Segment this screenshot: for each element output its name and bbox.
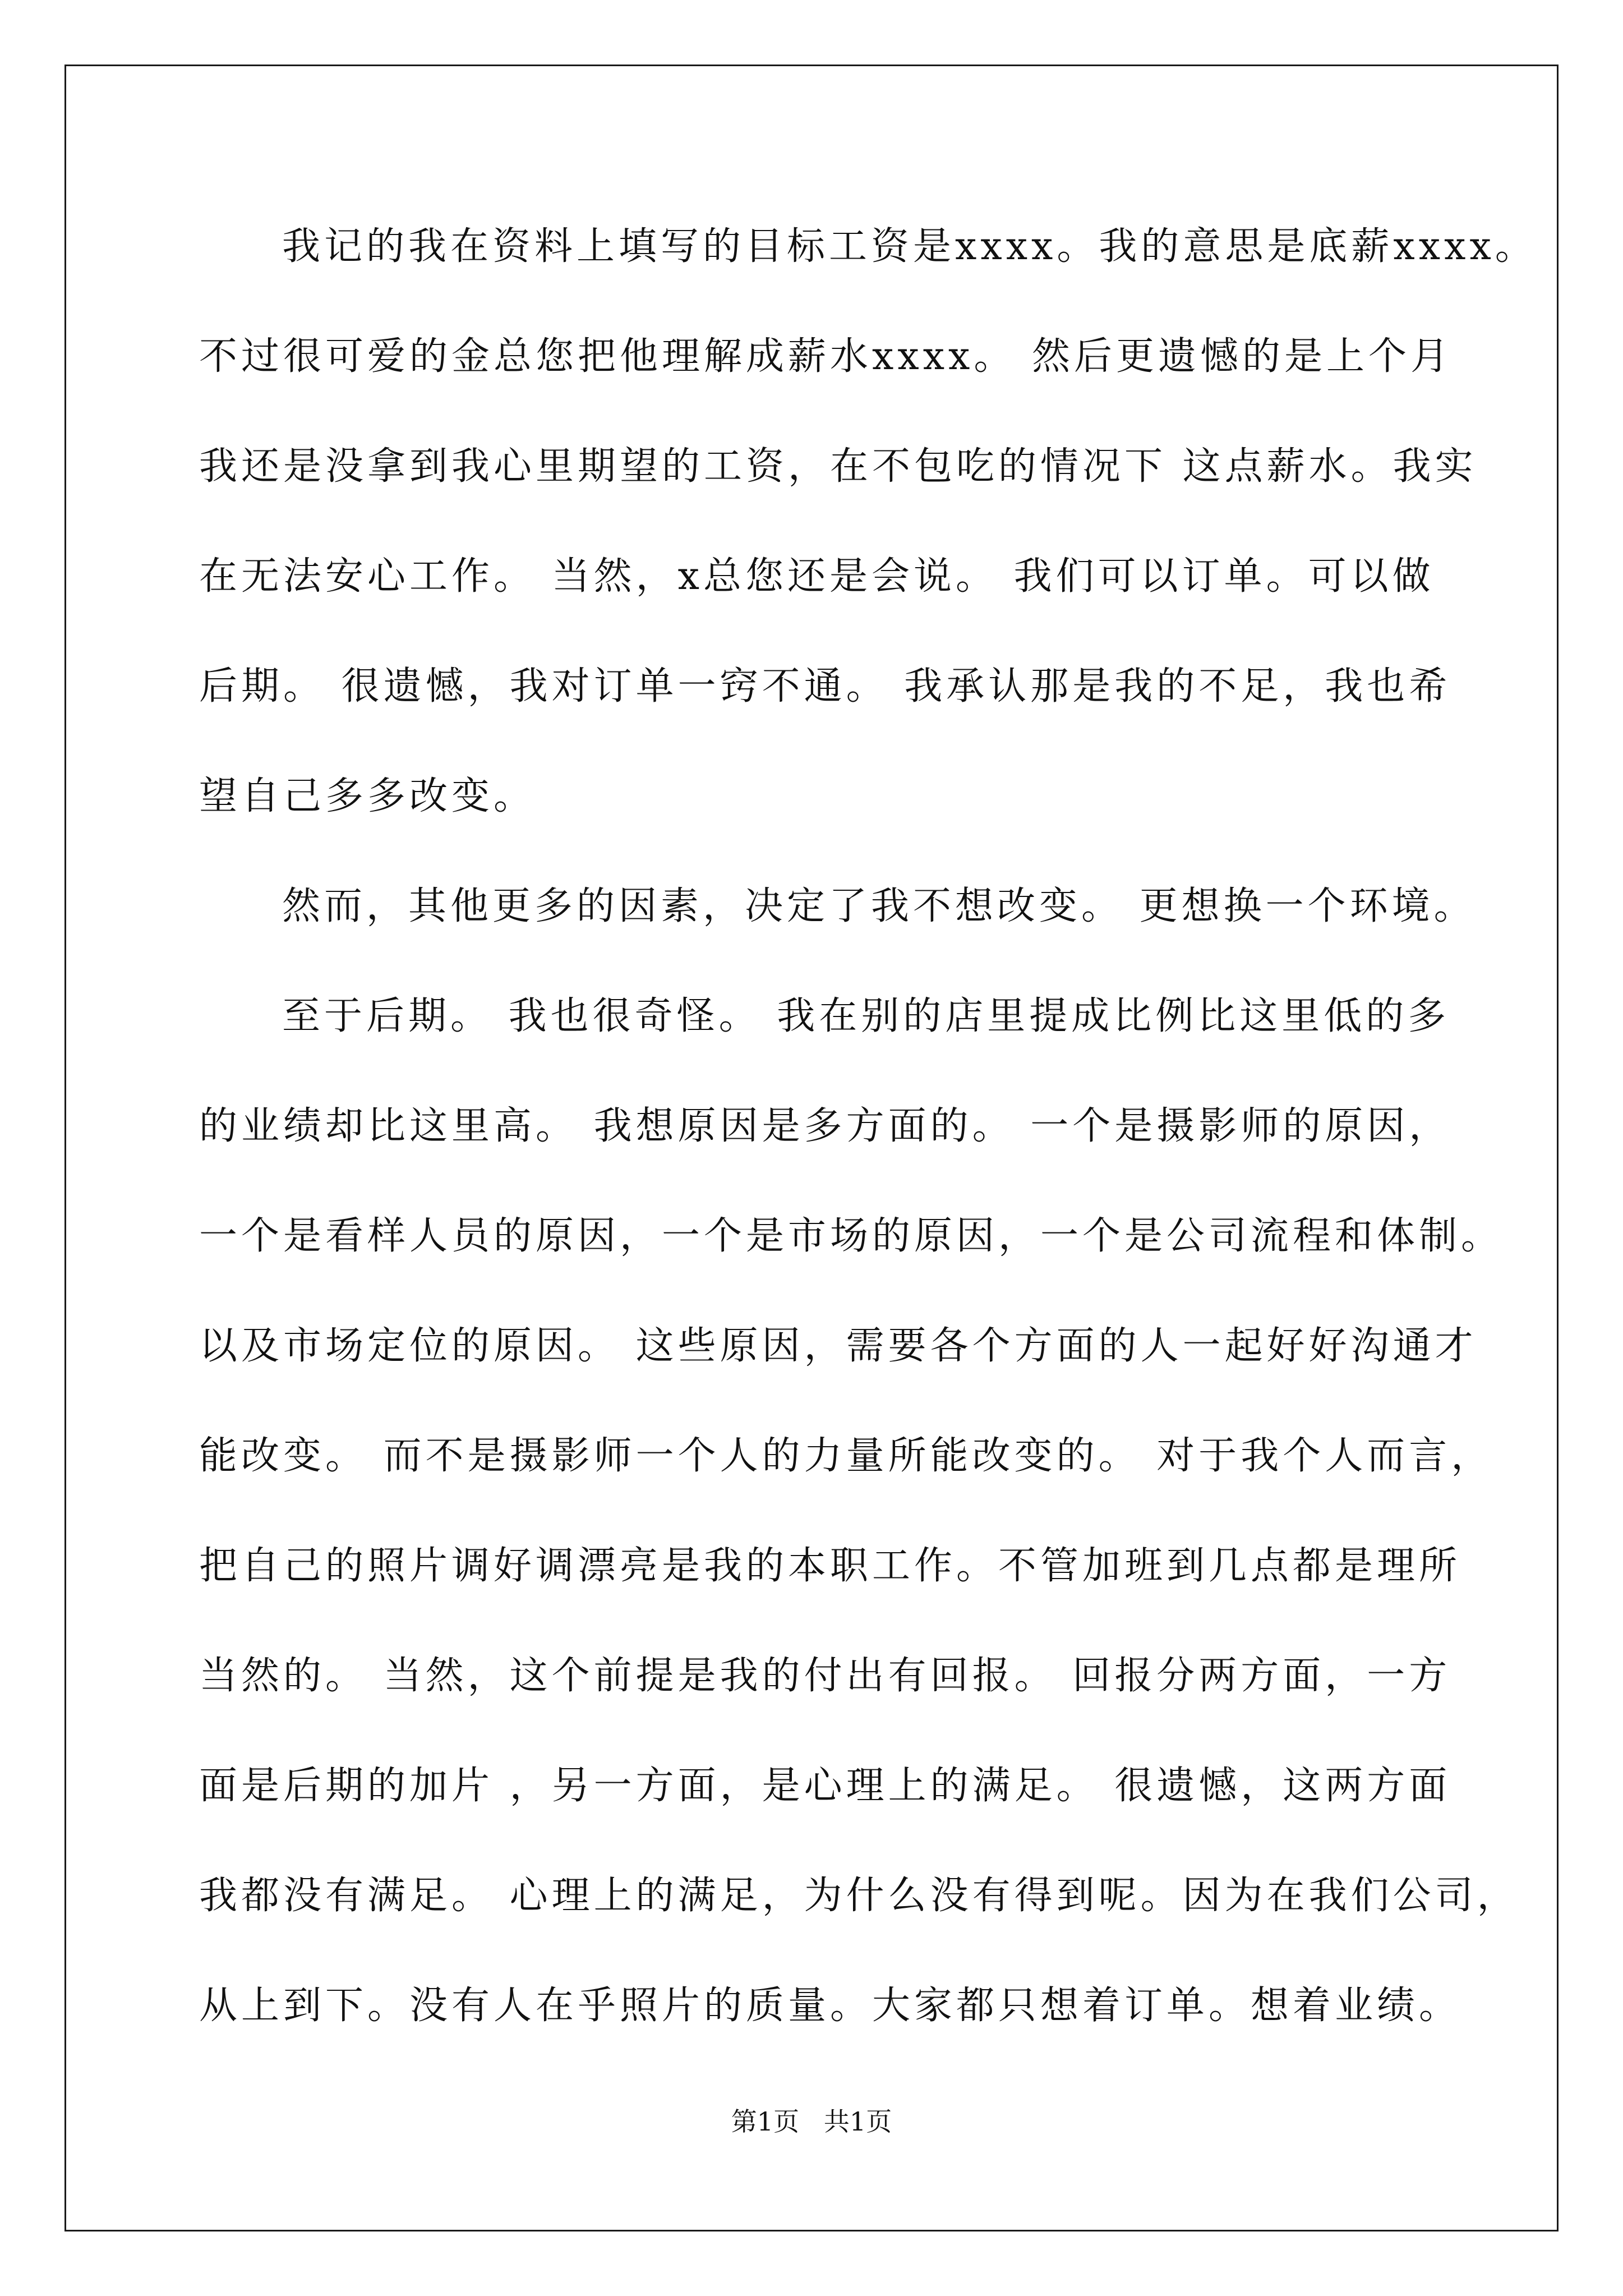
paragraph-1-line-4: 在无法安心工作。 当然，x总您还是会说。 我们可以订单。可以做 bbox=[199, 554, 1435, 599]
paragraph-3-line-10: 从上到下。没有人在乎照片的质量。大家都只想着订单。想着业绩。 bbox=[199, 1984, 1461, 2028]
page-number-footer: 第1页 共1页 bbox=[731, 2106, 892, 2137]
paragraph-1-line-6: 望自己多多改变。 bbox=[199, 774, 536, 818]
paragraph-3-line-3: 一个是看样人员的原因，一个是市场的原因，一个是公司流程和体制。 bbox=[199, 1214, 1504, 1258]
paragraph-1-line-3: 我还是没拿到我心里期望的工资，在不包吃的情况下 这点薪水。我实 bbox=[199, 444, 1477, 489]
paragraph-3-line-1: 至于后期。 我也很奇怪。 我在别的店里提成比例比这里低的多 bbox=[282, 994, 1450, 1038]
paragraph-3-line-2: 的业绩却比这里高。 我想原因是多方面的。 一个是摄影师的原因， bbox=[199, 1104, 1451, 1148]
paragraph-3-line-5: 能改变。 而不是摄影师一个人的力量所能改变的。 对于我个人而言， bbox=[199, 1434, 1493, 1478]
paragraph-2-line-1: 然而，其他更多的因素，决定了我不想改变。 更想换一个环境。 bbox=[282, 884, 1476, 928]
paragraph-1-line-5: 后期。 很遗憾，我对订单一窍不通。 我承认那是我的不足，我也希 bbox=[199, 664, 1451, 708]
paragraph-3-line-8: 面是后期的加片 ，另一方面，是心理上的满足。 很遗憾，这两方面 bbox=[199, 1764, 1451, 1808]
paragraph-1-line-1: 我记的我在资料上填写的目标工资是xxxx。我的意思是底薪xxxx。 bbox=[282, 224, 1537, 269]
paragraph-3-line-9: 我都没有满足。 心理上的满足，为什么没有得到呢。因为在我们公司， bbox=[199, 1874, 1519, 1918]
paragraph-3-line-4: 以及市场定位的原因。 这些原因，需要各个方面的人一起好好沟通才 bbox=[199, 1324, 1477, 1368]
paragraph-1-line-2: 不过很可爱的金总您把他理解成薪水xxxx。 然后更遗憾的是上个月 bbox=[199, 334, 1453, 379]
paragraph-3-line-7: 当然的。 当然，这个前提是我的付出有回报。 回报分两方面，一方 bbox=[199, 1654, 1451, 1698]
paragraph-3-line-6: 把自己的照片调好调漂亮是我的本职工作。不管加班到几点都是理所 bbox=[199, 1544, 1461, 1588]
